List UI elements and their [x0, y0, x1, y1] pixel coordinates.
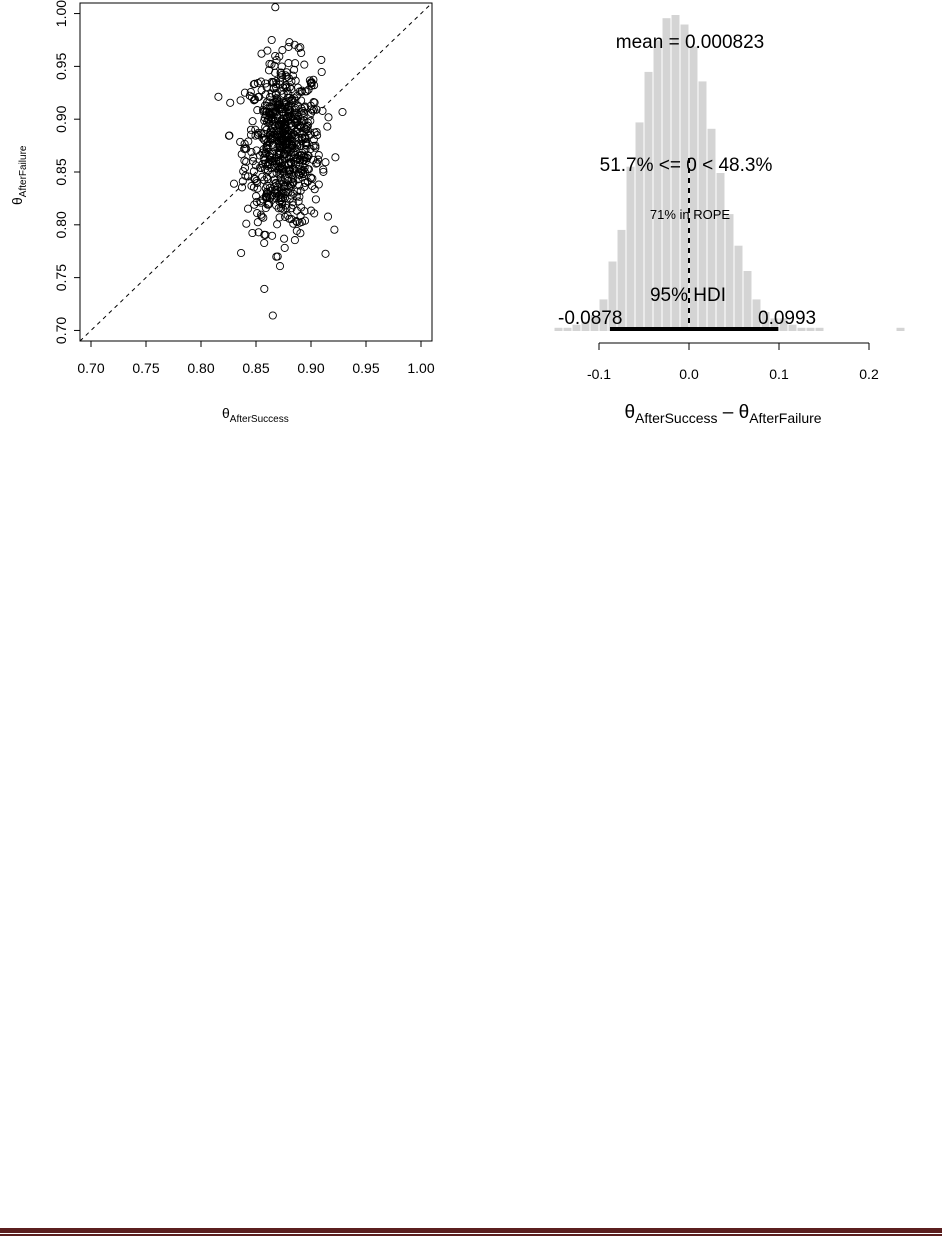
scatter-x-tick-label: 1.00 [407, 360, 435, 376]
scatter-point [268, 36, 275, 43]
hdi-upper-label: 0.0993 [758, 308, 817, 329]
scatter-point [269, 232, 276, 239]
scatter-point [325, 114, 332, 121]
scatter-point [311, 210, 318, 217]
scatter-y-tick-label: 1.00 [53, 0, 69, 28]
scatter-point [292, 60, 299, 67]
scatter-point [237, 97, 244, 104]
histogram-bar [627, 167, 635, 331]
rope-label: 71% in ROPE [649, 207, 731, 222]
scatter-point [230, 180, 237, 187]
scatter-x-axis [77, 341, 434, 376]
scatter-y-axis [53, 0, 80, 344]
scatter-point [301, 61, 308, 68]
scatter-point [315, 181, 322, 188]
scatter-point [274, 221, 281, 228]
scatter-point [291, 237, 298, 244]
histogram-bar [744, 271, 752, 331]
scatter-point [241, 157, 248, 164]
scatter-y-tick-label: 0.95 [53, 52, 69, 80]
scatter-point [322, 159, 329, 166]
histogram-bar [636, 122, 644, 331]
footer-rule-thin [0, 1234, 942, 1236]
mean-label: mean = 0.000823 [615, 32, 765, 53]
scatter-point [332, 154, 339, 161]
scatter-point [272, 52, 279, 59]
scatter-y-tick-label: 0.75 [53, 264, 69, 292]
scatter-point [318, 68, 325, 75]
scatter-point [243, 220, 250, 227]
scatter-point [281, 235, 288, 242]
scatter-y-axis-label: $\theta_{AfterFailure}$ [9, 145, 29, 205]
scatter-x-tick-label: 0.90 [297, 360, 325, 376]
histogram-bar [717, 173, 725, 331]
scatter-points [215, 4, 346, 320]
scatter-x-tick-label: 0.80 [187, 360, 215, 376]
scatter-point [285, 60, 292, 67]
scatter-point [281, 244, 288, 251]
histogram-bar [897, 328, 905, 331]
hdi-lower-label: -0.0878 [558, 308, 623, 329]
scatter-x-tick-label: 0.75 [132, 360, 160, 376]
scatter-point [269, 312, 276, 319]
histogram-x-axis-label: $\theta_{AfterSuccess} - \theta_{AfterFailure}$ [624, 402, 822, 426]
scatter-point [318, 56, 325, 63]
scatter-point [276, 214, 283, 221]
comparison-label: 51.7% <= 0 < 48.3% [599, 155, 773, 176]
posterior-histogram [555, 15, 905, 426]
scatter-point [312, 196, 319, 203]
histogram-x-tick-label: -0.1 [586, 366, 612, 382]
scatter-y-tick-label: 0.90 [53, 105, 69, 133]
hdi-label: 95% HDI [649, 285, 727, 306]
scatter-point [322, 250, 329, 257]
scatter-point [238, 249, 245, 256]
scatter-x-tick-label: 0.95 [352, 360, 380, 376]
scatter-point [324, 213, 331, 220]
scatter-point [248, 182, 255, 189]
scatter-point [261, 239, 268, 246]
scatter-point [227, 99, 234, 106]
histogram-x-tick-label: 0.2 [859, 366, 879, 382]
histogram-x-axis [587, 343, 879, 382]
scatter-x-tick-label: 0.70 [77, 360, 105, 376]
scatter-point [308, 207, 315, 214]
scatter-y-tick-label: 0.85 [53, 158, 69, 186]
scatter-y-tick-label: 0.70 [53, 316, 69, 345]
scatter-plot [9, 0, 435, 425]
scatter-point [264, 47, 271, 54]
scatter-x-axis-label: $\theta_{AfterSuccess}$ [222, 405, 289, 425]
scatter-point [225, 132, 232, 139]
identity-reference-line [80, 3, 432, 341]
footer-rule [0, 1228, 942, 1233]
histogram-x-tick-label: 0.1 [769, 366, 789, 382]
scatter-point [324, 123, 331, 130]
scatter-point [331, 226, 338, 233]
histogram-bar [735, 246, 743, 331]
scatter-point [261, 285, 268, 292]
scatter-point [276, 263, 283, 270]
scatter-point [215, 93, 222, 100]
histogram-x-tick-label: 0.0 [679, 366, 699, 382]
scatter-point [237, 138, 244, 145]
scatter-point [249, 118, 256, 125]
scatter-x-tick-label: 0.85 [242, 360, 270, 376]
scatter-y-tick-label: 0.80 [53, 211, 69, 239]
scatter-point [339, 108, 346, 115]
histogram-bar [726, 214, 734, 331]
histogram-bar [816, 328, 824, 331]
scatter-point [272, 4, 279, 11]
